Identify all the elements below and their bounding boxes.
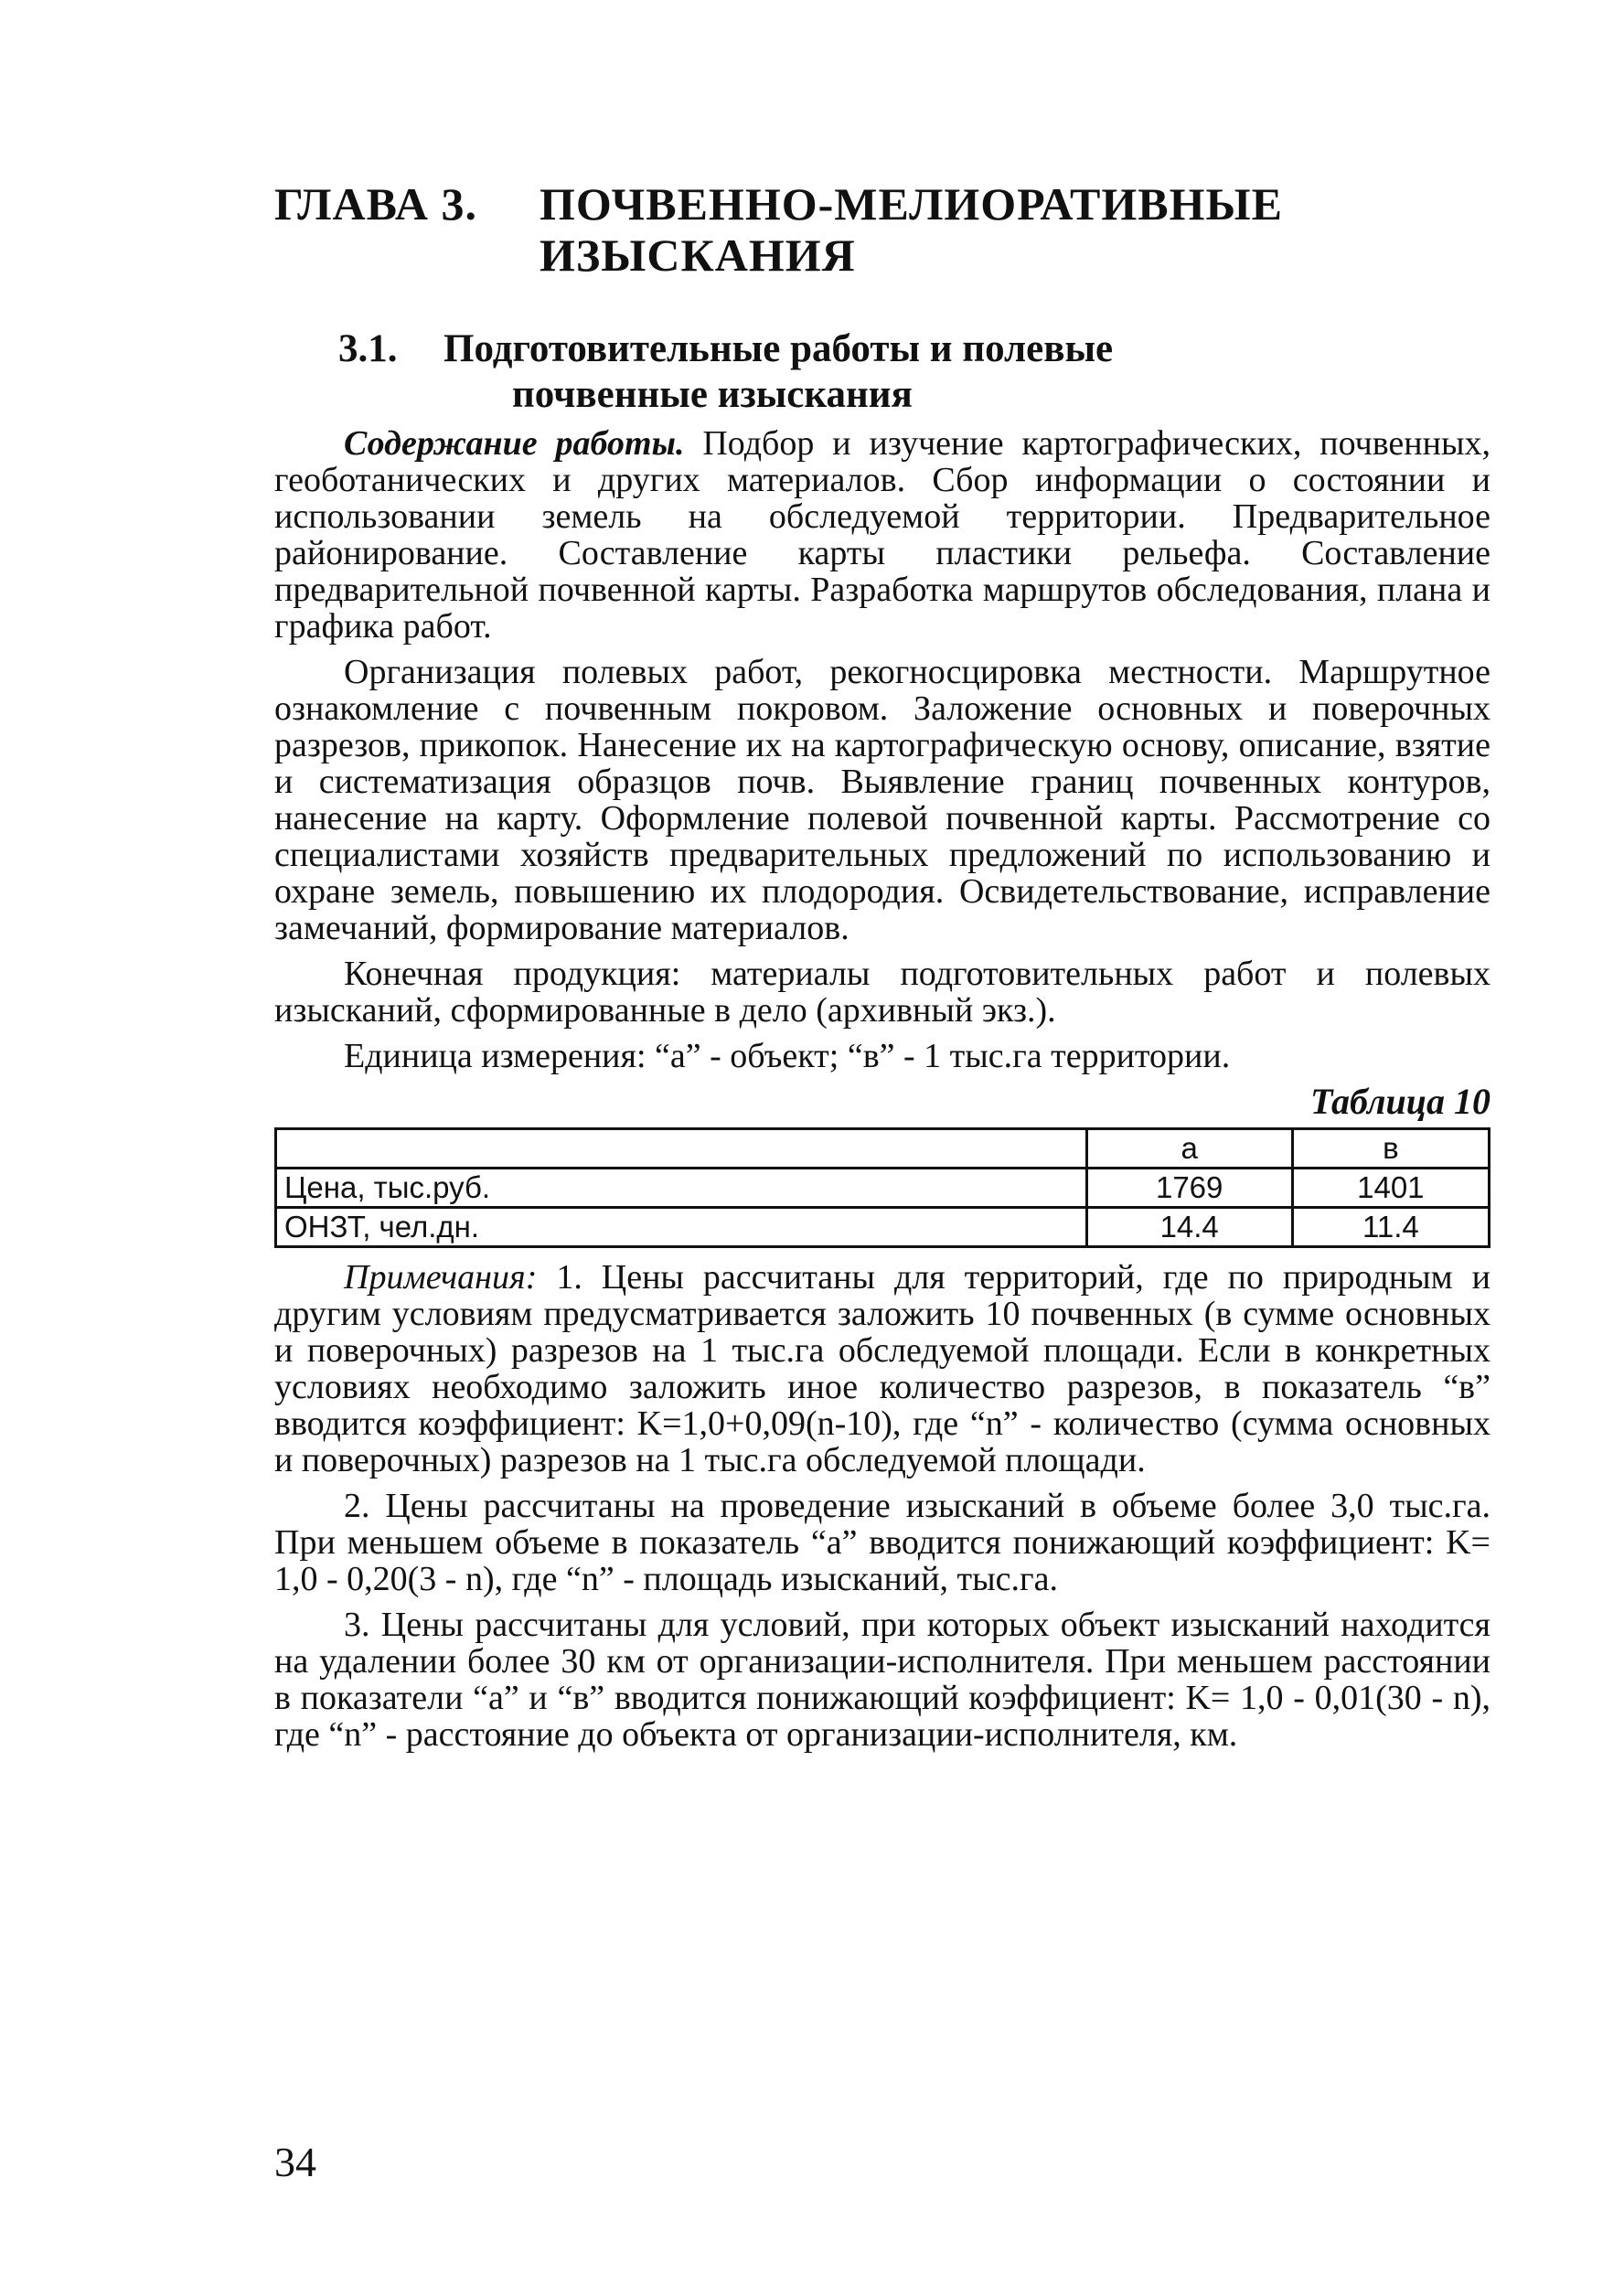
note-2: 2. Цены рассчитаны на проведение изысканий в объеме более 3,0 тыс.га. При меньшем объеме в показатель “а” вводится понижающий коэффициент: K= 1,0 - 0,20(3 - n), где “n” - площадь изысканий, тыс.га. bbox=[274, 1487, 1490, 1598]
organization-paragraph: Организация полевых работ, рекогносцировка местности. Маршрутное ознакомление с почвенным покровом. Заложение основных и поверочных разрезов, прикопок. Нанесение их на картографическую основу, описание, взятие и систематизация образцов почв. Выявление границ почвенных контуров, нанесение на карту. Оформление полевой почвенной карты. Рассмотрение со специалистами хозяйств предварительных предложений по использованию и охране земель, повышению их плодородия. Освидетельствование, исправление замечаний, формирование материалов. bbox=[274, 653, 1490, 947]
price-table bbox=[274, 1127, 1490, 1248]
note-3: 3. Цены рассчитаны для условий, при которых объект изысканий находится на удалении более 30 км от организации-исполнителя. При меньшем расстоянии в показатели “а” и “в” вводится понижающий коэффициент: K= 1,0 - 0,01(30 - n), где “n” - расстояние до объекта от организации-исполнителя, км. bbox=[274, 1606, 1490, 1754]
header-cell-b: в bbox=[1292, 1129, 1489, 1169]
table-caption: Таблица 10 bbox=[1310, 1081, 1490, 1122]
page-content bbox=[274, 178, 1490, 1753]
section-number: 3.1. bbox=[338, 327, 398, 370]
header-cell-a: а bbox=[1086, 1129, 1292, 1169]
chapter-name-line1: ПОЧВЕННО-МЕЛИОРАТИВНЫЕ bbox=[540, 178, 1283, 230]
row-value-a: 1769 bbox=[1086, 1169, 1292, 1208]
row-label: ОНЗТ, чел.дн. bbox=[276, 1208, 1087, 1247]
row-value-a: 14.4 bbox=[1086, 1208, 1292, 1247]
table-row bbox=[276, 1169, 1490, 1208]
notes bbox=[274, 1259, 1490, 1753]
body-text bbox=[274, 425, 1490, 1074]
content-text: Подбор и изучение картографических, почвенных, геоботанических и других материалов. Сбор информации о состоянии и использовании земель на обследуемой территории. Предварительное районирование. Составление карты пластики рельефа. Составление предварительной почвенной карты. Разработка маршрутов обследования, плана и графика работ. bbox=[274, 424, 1490, 646]
note-1-text: 1. Цены рассчитаны для территорий, где по природным и другим условиям предусматривается заложить 10 почвенных (в сумме основных и поверочных) разрезов на 1 тыс.га обследуемой площади. Если в конкретных условиях необходимо заложить иное количество разрезов, в показатель “в” вводится коэффициент: K=1,0+0,09(n-10), где “n” - количество (сумма основных и поверочных) разрезов на 1 тыс.га обследуемой площади. bbox=[274, 1258, 1490, 1479]
notes-label: Примечания: bbox=[344, 1258, 538, 1297]
units-paragraph: Единица измерения: “а” - объект; “в” - 1 тыс.га территории. bbox=[344, 1037, 1231, 1075]
table-header-row bbox=[276, 1129, 1490, 1169]
table-row bbox=[276, 1208, 1490, 1247]
row-value-b: 1401 bbox=[1292, 1169, 1489, 1208]
section-title-line2: почвенные изыскания bbox=[512, 373, 913, 416]
final-product-paragraph: Конечная продукция: материалы подготовительных работ и полевых изысканий, сформированные в дело (архивный экз.). bbox=[274, 955, 1490, 1030]
page-number: 34 bbox=[274, 2139, 316, 2185]
section-title-line1: Подготовительные работы и полевые bbox=[443, 327, 1114, 370]
chapter-label: ГЛАВА 3. bbox=[274, 178, 477, 230]
header-cell-name bbox=[276, 1129, 1087, 1169]
content-label: Содержание работы. bbox=[344, 424, 685, 463]
section-title bbox=[338, 326, 1490, 418]
chapter-name-line2: ИЗЫСКАНИЯ bbox=[540, 230, 856, 281]
content-paragraph bbox=[274, 425, 1490, 645]
note-1 bbox=[274, 1259, 1490, 1478]
row-label: Цена, тыс.руб. bbox=[276, 1169, 1087, 1208]
chapter-title bbox=[274, 178, 1490, 281]
row-value-b: 11.4 bbox=[1292, 1208, 1489, 1247]
